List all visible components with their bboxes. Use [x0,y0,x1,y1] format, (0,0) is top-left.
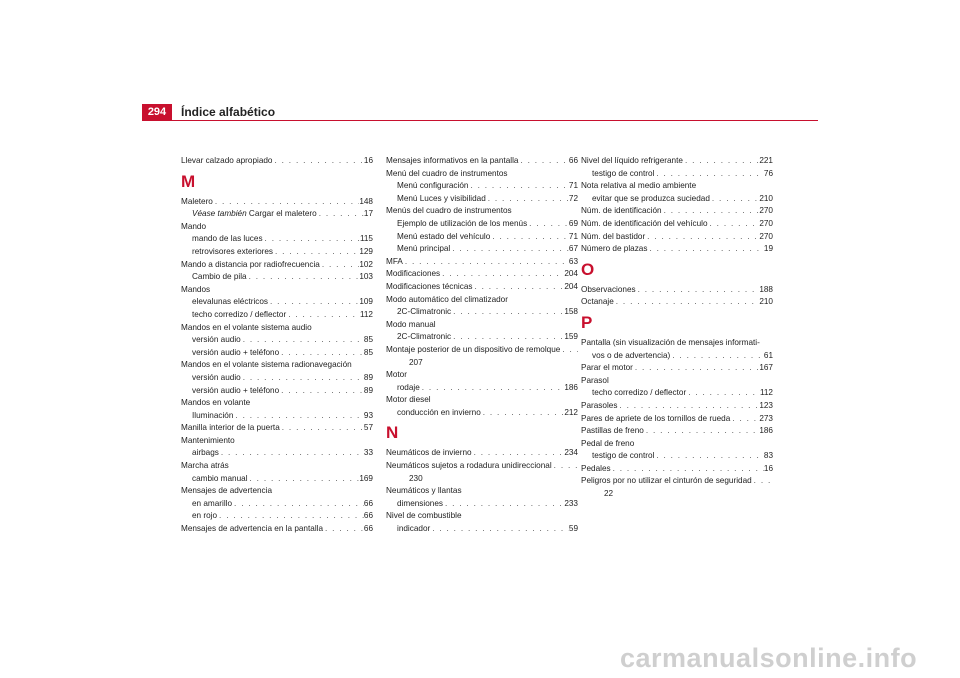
index-subentry: cambio manual . . . 169 [181,473,373,486]
index-entry: Nivel del líquido refrigerante . . . 221 [581,155,773,168]
index-heading: Mando [181,221,207,231]
index-entry: Pedales . . . 16 [581,463,773,476]
index-subentry: versión audio . . . 85 [181,334,373,347]
index-entry: Octanaje . . . 210 [581,296,773,309]
index-subentry: rodaje . . . 186 [386,382,578,395]
index-entry: Montaje posterior de un dispositivo de remolque . . . [386,344,578,357]
index-subentry: 2C-Climatronic . . . 158 [386,306,578,319]
index-heading: Modo automático del climatizador [386,294,508,304]
index-entry: Pastillas de freno . . . 186 [581,425,773,438]
index-entry: Observaciones . . . 188 [581,284,773,297]
index-entry: Manilla interior de la puerta . . . 57 [181,422,373,435]
index-entry: Peligros por no utilizar el cinturón de seguridad . . . [581,475,773,488]
index-subentry: versión audio + teléfono . . . 85 [181,347,373,360]
page-ref-wrapped: 230 [409,473,423,483]
section-letter-o: O [581,259,595,279]
index-entry: Número de plazas . . . 19 [581,243,773,256]
section-letter-n: N [386,423,399,443]
index-heading: Marcha atrás [181,461,229,471]
index-heading: Pedal de freno [581,438,635,448]
page-number: 294 [142,104,172,120]
index-heading: Menús del cuadro de instrumentos [386,206,512,216]
index-subentry: airbags . . . 33 [181,447,373,460]
index-entry: Modificaciones . . . 204 [386,268,578,281]
index-entry: Maletero . . . 148 [181,196,373,209]
index-subentry: Iluminación . . . 93 [181,410,373,423]
index-column-3 [581,155,773,501]
index-entry: Núm. de identificación . . . 270 [581,205,773,218]
index-heading: Menú del cuadro de instrumentos [386,168,508,178]
index-entry: Pares de apriete de los tornillos de rueda . . . 273 [581,413,773,426]
index-entry: MFA . . . 63 [386,256,578,269]
index-heading: Motor diesel [386,395,431,405]
index-subentry: en amarillo . . . 66 [181,498,373,511]
watermark-text: carmanualsonline.info [620,643,918,673]
index-subentry: en rojo . . . 66 [181,510,373,523]
index-entry: Parasoles . . . 123 [581,400,773,413]
index-heading: Mandos en el volante sistema radionavegación [181,360,352,370]
index-heading: Nota relativa al medio ambiente [581,181,697,191]
index-subentry: vos o de advertencia) . . . 61 [581,350,773,363]
index-subentry: dimensiones . . . 233 [386,498,578,511]
index-subentry: Ejemplo de utilización de los menús . . . 69 [386,218,578,231]
page-ref-wrapped: 22 [604,489,614,499]
index-subentry: techo corredizo / deflector . . . 112 [581,387,773,400]
index-subentry: conducción en invierno . . . 212 [386,407,578,420]
section-letter-m: M [181,171,196,191]
index-entry: Mando a distancia por radiofrecuencia . . . 102 [181,259,373,272]
index-heading: Mandos [181,284,211,294]
index-subentry: testigo de control . . . 83 [581,450,773,463]
index-subentry: Cambio de pila . . . 103 [181,271,373,284]
index-entry: Neumáticos sujetos a rodadura unidireccional . . . [386,460,578,473]
page-ref-wrapped: 207 [409,357,423,367]
index-subentry: Menú configuración . . . 71 [386,180,578,193]
index-column-1 [181,155,373,536]
index-heading: Motor [386,370,407,380]
index-heading: Mantenimiento [181,435,235,445]
index-subentry: Menú principal . . . 67 [386,243,578,256]
index-subentry: 2C-Climatronic . . . 159 [386,331,578,344]
index-subentry: techo corredizo / deflector . . . 112 [181,309,373,322]
index-entry: Llevar calzado apropiado . . . 16 [181,155,373,168]
section-letter-p: P [581,312,593,332]
index-heading: Nivel de combustible [386,511,462,521]
index-heading: Neumáticos y llantas [386,486,462,496]
index-heading: Mandos en el volante sistema audio [181,322,312,332]
index-subentry: Véase también Cargar el maletero . . . 17 [181,208,373,221]
index-entry: Modificaciones técnicas . . . 204 [386,281,578,294]
index-entry: Núm. del bastidor . . . 270 [581,231,773,244]
index-subentry: Menú Luces y visibilidad . . . 72 [386,193,578,206]
index-subentry: indicador . . . 59 [386,523,578,536]
index-subentry: versión audio + teléfono . . . 89 [181,385,373,398]
index-subentry: evitar que se produzca suciedad . . . 210 [581,193,773,206]
index-subentry: Menú estado del vehículo . . . 71 [386,231,578,244]
index-subentry: retrovisores exteriores . . . 129 [181,246,373,259]
index-entry: Parar el motor . . . 167 [581,362,773,375]
page-title: Índice alfabético [181,105,276,119]
index-entry: Mensajes de advertencia en la pantalla . . . 66 [181,523,373,536]
index-heading: Mandos en volante [181,398,251,408]
index-entry: Núm. de identificación del vehículo . . . 270 [581,218,773,231]
index-subentry: elevalunas eléctricos . . . 109 [181,296,373,309]
index-subentry: mando de las luces . . . 115 [181,233,373,246]
index-heading: Parasol [581,375,609,385]
index-heading: Mensajes de advertencia [181,486,273,496]
index-entry: Neumáticos de invierno . . . 234 [386,447,578,460]
index-heading: Modo manual [386,319,436,329]
index-column-2 [386,155,578,536]
index-subentry: testigo de control . . . 76 [581,168,773,181]
index-heading: Pantalla (sin visualización de mensajes informati- [581,337,760,347]
index-entry: Mensajes informativos en la pantalla . . . 66 [386,155,578,168]
index-subentry: versión audio . . . 89 [181,372,373,385]
header-rule [142,120,818,121]
